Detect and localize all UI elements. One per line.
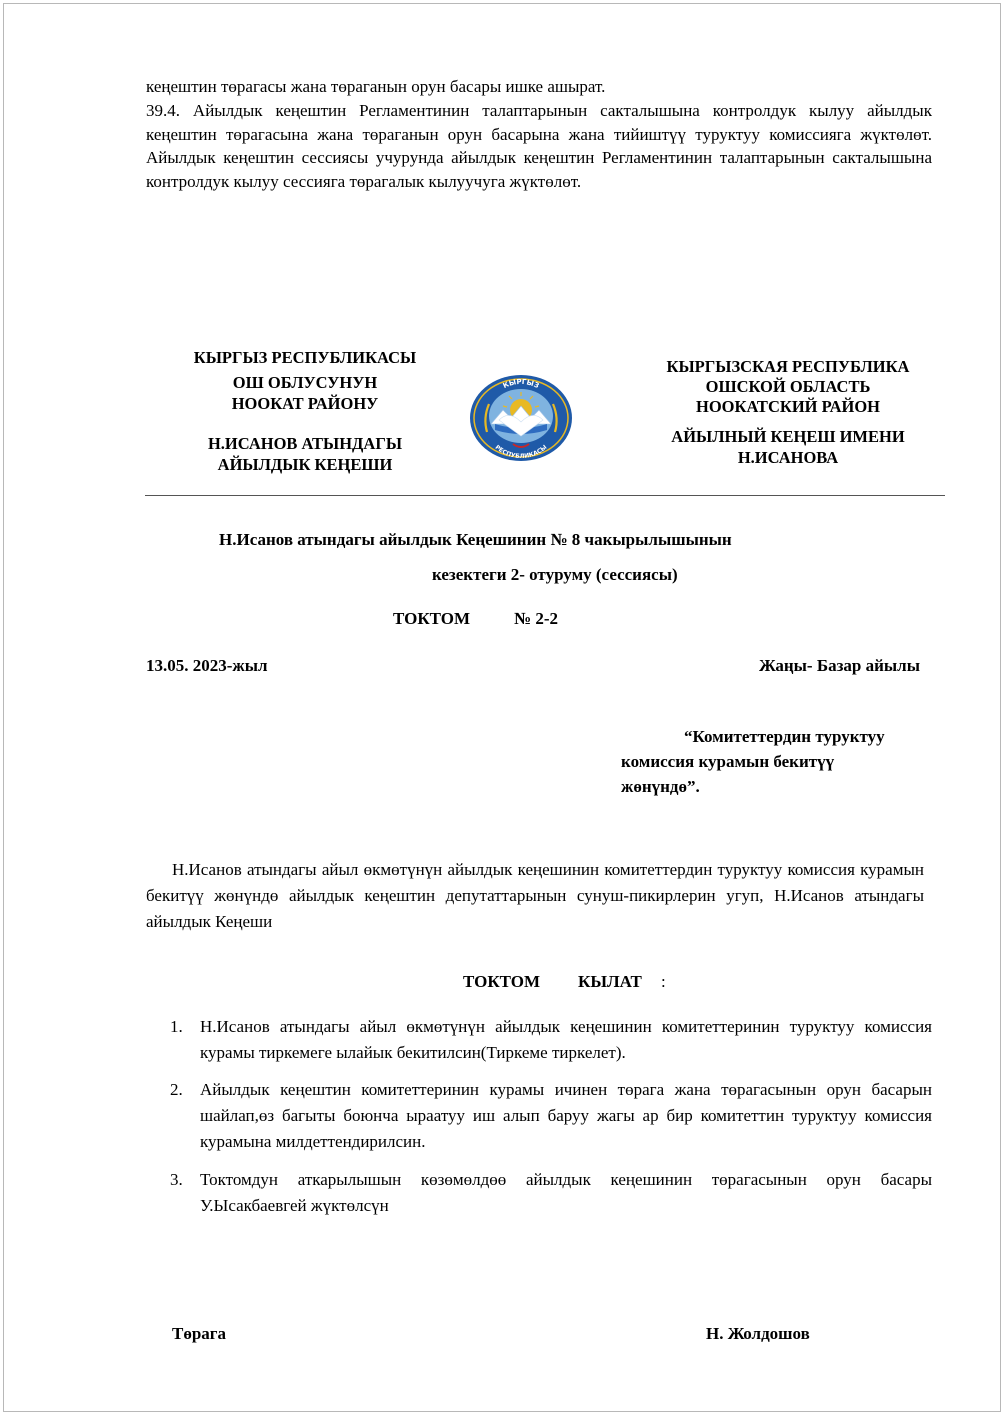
emblem-bottom-text: РЕСПУБЛИКАСЫ (493, 443, 549, 461)
header-left-council-name: Н.ИСАНОВ АТЫНДАГЫ (207, 434, 403, 453)
list-item (170, 1014, 932, 1066)
signature-name: Н. Жолдошов (706, 1324, 810, 1343)
header-divider (145, 495, 945, 496)
list-item-text: Айылдык кеңештин комитеттеринин курамы ичинен төрага жана төрагасынын орун басарын шайлап,өз багыты боюнча ыраатуу иш алып баруу жагы ар бир комитеттин туруктуу комиссия курамына милдеттендирилсин. (200, 1080, 932, 1151)
header-right-council: Н.ИСАНОВА (737, 448, 839, 467)
decree-place: Жаңы- Базар айылы (758, 656, 920, 675)
list-item-number: 2. (170, 1080, 183, 1099)
subject-line1: “Комитеттердин туруктуу (684, 727, 885, 746)
paragraph-39-4: 39.4. Айылдык кеңештин Регламентинин талаптарынын сакталышына контролдук кылуу айылдык кеңештин төрагасына жана төраганын орун басарына жана тийиштүү туруктуу комиссияга жүктөлөт. Айылдык кеңештин сессиясы учурунда айылдык кеңештин Регламентинин талаптарынын сакталышына контролдук кылуу сессияга төрагалык кылуучуга жүктөлөт. (146, 101, 932, 191)
header-left-council: АЙЫЛДЫК КЕҢЕШИ (217, 455, 393, 474)
subject-line2: комиссия курамын бекитүү (621, 752, 835, 771)
continuation-line: кеңештин төрагасы жана төраганын орун басары ишке ашырат. (146, 77, 606, 96)
header-right-council-name: АЙЫЛНЫЙ КЕҢЕШ ИМЕНИ (671, 427, 905, 446)
subject-line3: жөнүндө”. (621, 777, 700, 796)
resolves-word2: КЫЛАТ (578, 972, 642, 991)
signature-role: Төрага (172, 1324, 227, 1343)
header-left-country: КЫРГЫЗ РЕСПУБЛИКАСЫ (193, 348, 417, 367)
decree-number: № 2-2 (514, 609, 558, 628)
resolves-colon: : (661, 972, 666, 991)
header-left-region: ОШ ОБЛУСУНУН (232, 373, 378, 392)
preamble: Н.Исанов атындагы айыл өкмөтүнүн айылдык кеңешинин комитеттердин туруктуу комиссия курамын бекитүү жөнүндө айылдык кеңештин депутаттарынын сунуш-пикирлерин угуп, Н.Исанов атындагы айылдык Кеңеши (146, 860, 924, 931)
list-item (170, 1077, 932, 1155)
list-item-text: Н.Исанов атындагы айыл өкмөтүнүн айылдык кеңешинин комитеттеринин туруктуу комиссия курамы тиркемеге ылайык бекитилсин(Тиркеме тиркелет). (200, 1017, 932, 1062)
decree-word: ТОКТОМ (393, 609, 471, 628)
header-right-country: КЫРГЫЗСКАЯ РЕСПУБЛИКА (666, 357, 910, 376)
list-item-text: Токтомдун аткарылышын көзөмөлдөө айылдык кеңешинин төрагасынын орун басары У.Ысакбаевгей жүктөлсүн (200, 1170, 932, 1215)
kyrgyz-emblem-icon (469, 374, 573, 462)
session-title-line1: Н.Исанов атындагы айылдык Кеңешинин № 8 чакырылышынын (219, 530, 732, 549)
list-item-number: 1. (170, 1017, 183, 1036)
emblem-top-text: КЫРГЫЗ (501, 377, 541, 391)
list-item-number: 3. (170, 1170, 183, 1189)
session-title-line2: кезектеги 2- отуруму (сессиясы) (432, 565, 678, 584)
resolves-word1: ТОКТОМ (463, 972, 541, 991)
header-right-region: ОШСКОЙ ОБЛАСТЬ (705, 377, 871, 396)
header-left-district: НООКАТ РАЙОНУ (231, 394, 379, 413)
decree-date: 13.05. 2023-жыл (146, 656, 268, 675)
header-right-district: НООКАТСКИЙ РАЙОН (696, 397, 880, 416)
list-item (170, 1167, 932, 1219)
